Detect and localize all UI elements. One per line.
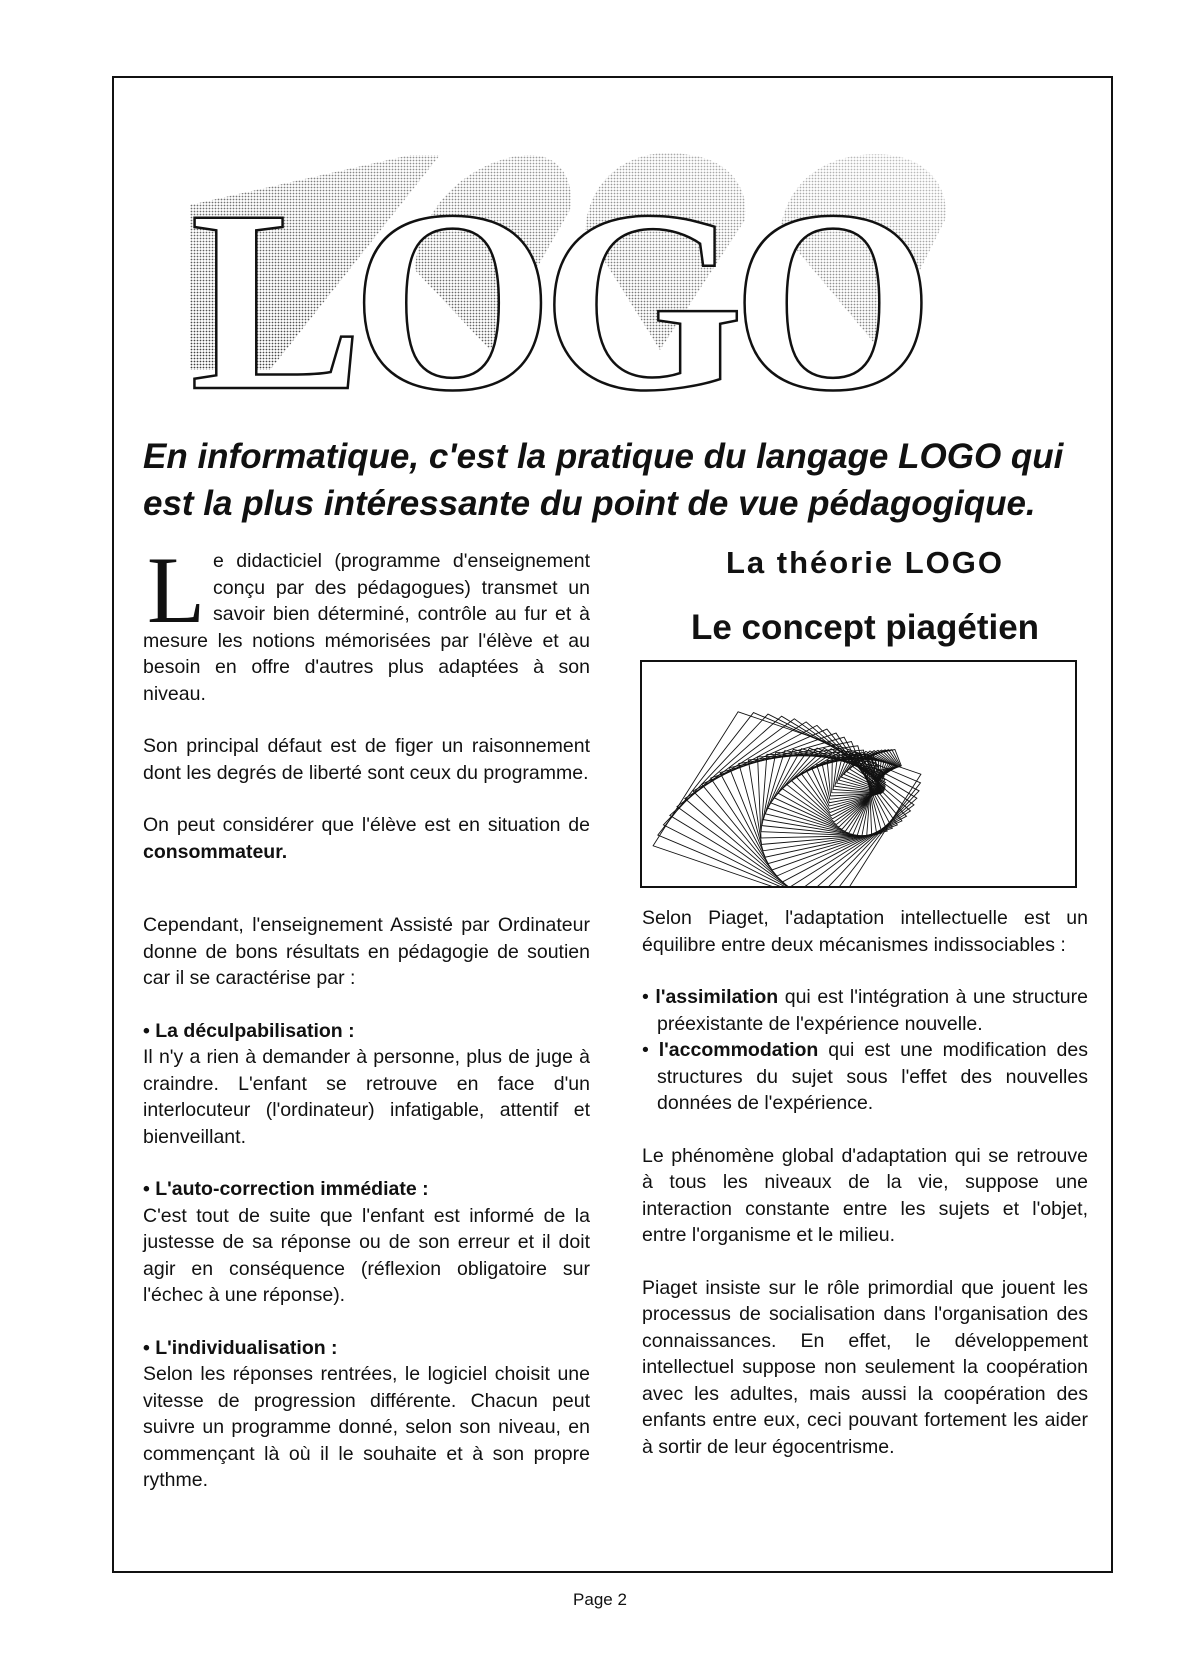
bullet-deculpabilisation-text: Il n'y a rien à demander à personne, plus de juge à craindre. L'enfant se retrouve en face d'un interlocuteur (l'ordinateur) infatigable, attentif et bienveillant. <box>143 1046 590 1148</box>
bullet-deculpabilisation-title: • La déculpabilisation : <box>143 1019 355 1042</box>
left-column <box>143 537 590 1494</box>
bullet-autocorrection-text: C'est tout de suite que l'enfant est informé de la justesse de sa réponse ou de son erreur et il doit agir en conséquence (réflexion obligatoire sur l'échec à une réponse). <box>143 1204 590 1306</box>
adaptation-paragraph: Le phénomène global d'adaptation qui se retrouve à tous les niveaux de la vie, suppose une interaction constante entre les sujets et l'objet, entre l'organisme et le milieu. <box>642 1144 1088 1246</box>
headline: En informatique, c'est la pratique du langage LOGO qui est la plus intéressante du point de vue pédagogique. <box>143 437 1064 523</box>
socialisation-paragraph: Piaget insiste sur le rôle primordial que jouent les processus de socialisation dans l'organisation des connaissances. En effet, le développement intellectuel suppose non seulement la coopération avec les adultes, mais aussi la coopération des enfants entre eux, ceci pouvant fortement les aider à sortir de leur égocentrisme. <box>642 1276 1088 1458</box>
theory-title: La théorie LOGO <box>725 545 1005 580</box>
list-item-accommodation: • l'accommodation qui est une modification des structures du sujet sous l'effet des nouvelles données de l'expérience. <box>642 1039 1088 1114</box>
right-column <box>642 905 1088 1460</box>
consumer-bold: consommateur. <box>143 840 288 863</box>
consumer-paragraph <box>143 812 590 865</box>
drop-cap: L <box>147 537 206 643</box>
mechanism-list <box>642 984 1088 1117</box>
intro-paragraph <box>143 537 590 707</box>
assimilation-term: l'assimilation <box>655 986 779 1008</box>
defect-paragraph: Son principal défaut est de figer un raisonnement dont les degrés de liberté sont ceux du programme. <box>143 735 590 784</box>
accommodation-text: qui est une modification des structures du sujet sous l'effet des nouvelles données de l'expérience. <box>657 1039 1088 1114</box>
intro-text: e didacticiel (programme d'enseignement conçu par des pédagogues) transmet un savoir bien déterminé, contrôle au fur et à mesure les notions mémorisées par l'élève et au besoin en offre d'autres plus adaptées à son niveau. <box>143 550 590 705</box>
assimilation-text: qui est l'intégration à une structure préexistante de l'expérience nouvelle. <box>657 986 1088 1035</box>
logo-title-art <box>190 150 1030 400</box>
spiral-drawing <box>642 662 1075 886</box>
piaget-title: Le concept piagétien <box>690 608 1040 647</box>
bullet-individualisation-title: • L'individualisation : <box>143 1336 338 1359</box>
accommodation-term: l'accommodation <box>658 1039 819 1061</box>
bullet-individualisation-text: Selon les réponses rentrées, le logiciel choisit une vitesse de progression différente. Chacun peut suivre un programme donné, selon son niveau, en commençant là où il le souhaite et à son propre rythme. <box>143 1363 590 1491</box>
consumer-text: On peut considérer que l'élève est en situation de <box>143 814 590 836</box>
list-item-assimilation: • l'assimilation qui est l'intégration à une structure préexistante de l'expérience nouvelle. <box>642 986 1088 1035</box>
page-number: Page 2 <box>573 1590 627 1609</box>
spiral-figure <box>640 660 1077 888</box>
piaget-paragraph: Selon Piaget, l'adaptation intellectuelle est un équilibre entre deux mécanismes indissociables : <box>642 907 1088 956</box>
eao-paragraph: Cependant, l'enseignement Assisté par Ordinateur donne de bons résultats en pédagogie de soutien car il se caractérise par : <box>143 914 590 989</box>
logo-letters: LOGO <box>190 157 923 400</box>
spiral-square <box>653 712 921 886</box>
bullet-autocorrection-title: • L'auto-correction immédiate : <box>143 1178 429 1200</box>
